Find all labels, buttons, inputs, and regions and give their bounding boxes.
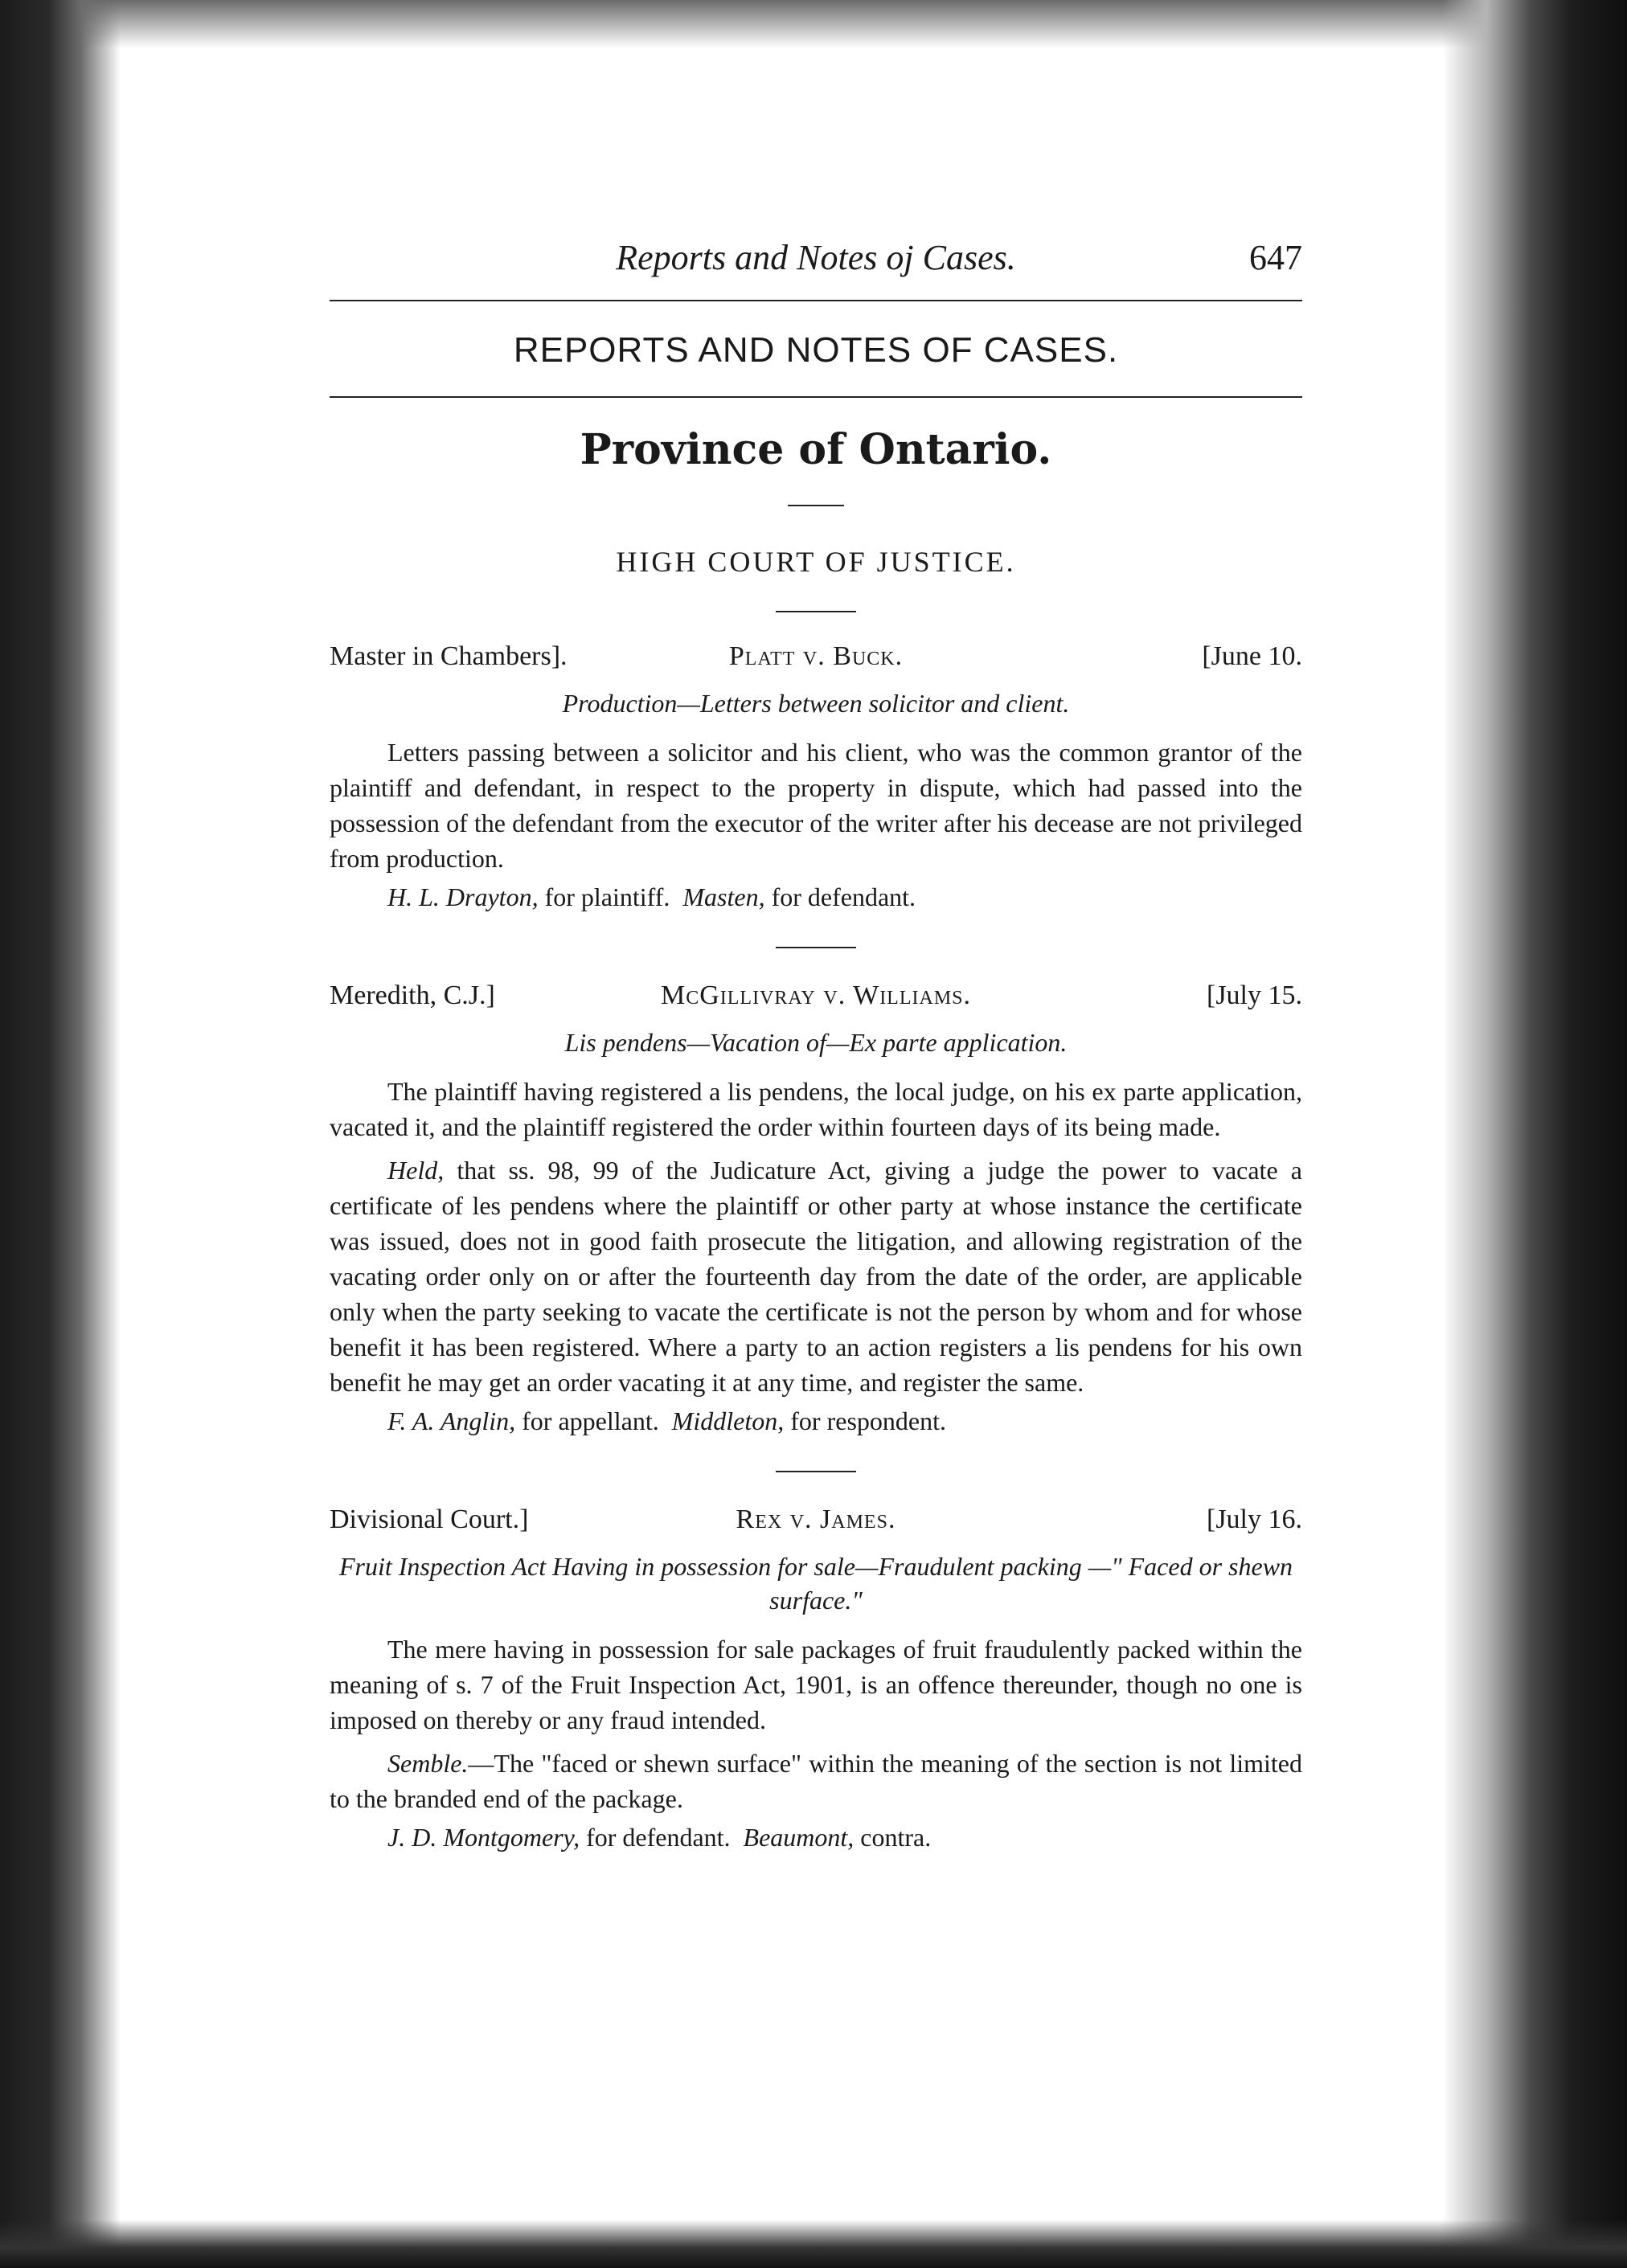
counsel-line bbox=[330, 1820, 1302, 1855]
paragraph-text: that ss. 98, 99 of the Judicature Act, giving a judge the power to vacate a certificate of les pendens where the plaintiff or other party at whose instance the certificate was issued, does not in good faith prosecute the litigation, and allowing registration of the vacating order only on or after the fourteenth day from the date of the order, are applicable only when the party seeking to vacate the certificate is not the person by whom and for whose benefit it has been registered. Where a party to an action registers a lis pendens for his own benefit he may get an order vacating it at any time, and register the same. bbox=[330, 1156, 1302, 1397]
case-header bbox=[330, 980, 1302, 1019]
page bbox=[121, 0, 1442, 2268]
case-platt-v-buck bbox=[330, 641, 1302, 915]
paragraph-text: —The "faced or shewn surface" within the meaning of the section is not limited to the branded end of the package. bbox=[330, 1749, 1302, 1813]
court-reference: Master in Chambers]. bbox=[330, 641, 568, 671]
short-divider bbox=[776, 611, 856, 612]
case-headnote: Lis pendens—Vacation of—Ex parte application. bbox=[564, 1028, 1068, 1057]
counsel-b-role: contra. bbox=[854, 1823, 932, 1852]
case-date: [July 16. bbox=[1207, 1504, 1302, 1534]
case-header bbox=[330, 641, 1302, 680]
case-headnote: Production—Letters between solicitor and client. bbox=[562, 689, 1070, 718]
head-rule bbox=[330, 300, 1302, 301]
court-reference: Divisional Court.] bbox=[330, 1504, 529, 1534]
counsel-line bbox=[330, 879, 1302, 915]
counsel-a-role: for defendant. bbox=[580, 1823, 731, 1852]
paragraph-text: The mere having in possession for sale packages of fruit fraudulently packed within the meaning of s. 7 of the Fruit Inspection Act, 1901, is an offence thereunder, though no one is imposed on thereby or any fraud intended. bbox=[330, 1635, 1302, 1734]
counsel-b-role: for defendant. bbox=[764, 882, 916, 911]
page-content bbox=[330, 237, 1302, 1855]
case-date: [July 15. bbox=[1207, 980, 1302, 1010]
court-reference: Meredith, C.J.] bbox=[330, 980, 495, 1010]
court-heading: HIGH COURT OF JUSTICE. bbox=[616, 546, 1016, 578]
case-paragraph bbox=[330, 1746, 1302, 1816]
page-number: 647 bbox=[1249, 238, 1302, 277]
case-parties: McGillivray v. Williams. bbox=[660, 980, 972, 1010]
case-paragraph bbox=[330, 1631, 1302, 1738]
running-title: Reports and Notes oj Cases. bbox=[616, 238, 1016, 277]
case-date: [June 10. bbox=[1202, 641, 1302, 671]
counsel-a-role: for appellant. bbox=[515, 1406, 659, 1435]
case-parties: Platt v. Buck. bbox=[728, 641, 904, 671]
counsel-b-name: Middleton, bbox=[671, 1406, 785, 1435]
case-mcgillivray-v-williams bbox=[330, 980, 1302, 1439]
case-headnote: Fruit Inspection Act Having in possession for sale—Fraudulent packing —" Faced or shewn surface." bbox=[338, 1552, 1293, 1615]
counsel-a-name: H. L. Drayton, bbox=[387, 882, 539, 911]
counsel-line bbox=[330, 1403, 1302, 1439]
paragraph-text: Letters passing between a solicitor and his client, who was the common grantor of the plaintiff and defendant, in respect to the property in dispute, which had passed into the possession of the defendant from the executor of the writer after his decease are not privileged from production. bbox=[330, 738, 1302, 873]
running-head bbox=[330, 237, 1302, 293]
counsel-b-name: Beaumont, bbox=[743, 1823, 854, 1852]
counsel-a-name: J. D. Montgomery, bbox=[387, 1823, 580, 1852]
counsel-a-name: F. A. Anglin, bbox=[387, 1406, 516, 1435]
paragraph-text: The plaintiff having registered a lis pendens, the local judge, on his ex parte application, vacated it, and the plaintiff registered the order within fourteen days of its being made. bbox=[330, 1077, 1302, 1141]
case-parties: Rex v. James. bbox=[736, 1504, 896, 1534]
short-divider bbox=[788, 505, 844, 506]
case-divider bbox=[776, 1471, 856, 1472]
case-paragraph bbox=[330, 1152, 1302, 1400]
paragraph-lead: Held, bbox=[387, 1156, 445, 1185]
case-header bbox=[330, 1504, 1302, 1543]
counsel-a-role: for plaintiff. bbox=[538, 882, 670, 911]
section-title: REPORTS AND NOTES OF CASES. bbox=[513, 330, 1119, 370]
scan-edge-left bbox=[0, 0, 121, 2268]
case-rex-v-james bbox=[330, 1504, 1302, 1855]
paragraph-lead: Semble. bbox=[387, 1749, 469, 1778]
counsel-b-name: Masten, bbox=[682, 882, 765, 911]
case-paragraph bbox=[330, 735, 1302, 876]
scan-edge-right bbox=[1442, 0, 1627, 2268]
case-paragraph bbox=[330, 1074, 1302, 1144]
case-divider bbox=[776, 947, 856, 948]
province-heading: Province of Ontario. bbox=[580, 425, 1052, 474]
counsel-b-role: for respondent. bbox=[784, 1406, 946, 1435]
section-rule bbox=[330, 396, 1302, 398]
